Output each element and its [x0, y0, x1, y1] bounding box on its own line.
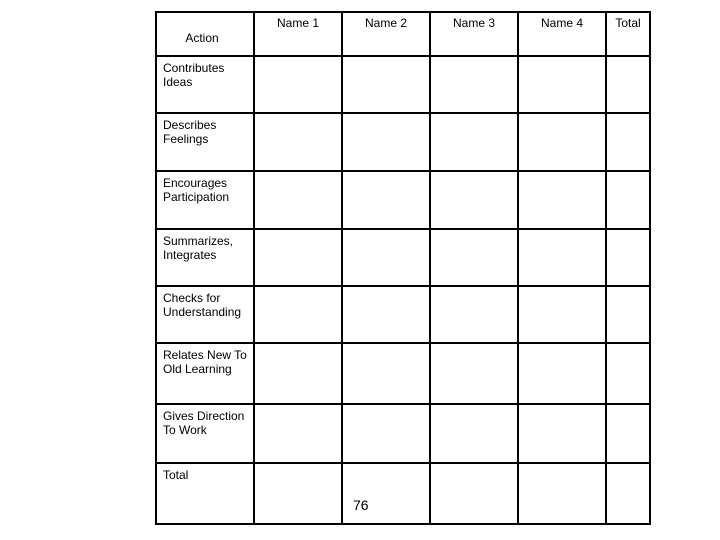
table-row	[156, 229, 650, 286]
score-cell[interactable]	[254, 113, 342, 171]
header-name-3: Name 3	[430, 12, 518, 56]
table-row	[156, 56, 650, 113]
evaluation-grid	[155, 11, 651, 525]
score-cell[interactable]	[254, 286, 342, 343]
row-label	[156, 404, 254, 463]
row-label-line: Summarizes,	[163, 234, 234, 248]
score-cell[interactable]	[518, 229, 606, 286]
score-cell[interactable]	[342, 463, 430, 524]
row-label-line: Checks for	[163, 291, 221, 305]
header-name-1: Name 1	[254, 12, 342, 56]
row-label-line: Feelings	[163, 132, 209, 146]
header-row	[156, 12, 650, 56]
row-label-line: Gives Direction	[163, 409, 245, 423]
score-cell[interactable]	[518, 56, 606, 113]
row-label	[156, 343, 254, 404]
total-cell[interactable]	[606, 463, 650, 524]
row-label	[156, 286, 254, 343]
total-row	[156, 463, 650, 524]
table-row	[156, 113, 650, 171]
row-label-line: Encourages	[163, 176, 228, 190]
row-label	[156, 229, 254, 286]
score-cell[interactable]	[342, 113, 430, 171]
row-label-line: Describes	[163, 118, 217, 132]
row-label	[156, 171, 254, 229]
row-label-line: Relates New To	[163, 348, 247, 362]
table-row	[156, 171, 650, 229]
table-row	[156, 404, 650, 463]
page-number: 76	[353, 497, 369, 513]
row-label	[156, 56, 254, 113]
score-cell[interactable]	[342, 404, 430, 463]
score-cell[interactable]	[430, 463, 518, 524]
score-cell[interactable]	[518, 286, 606, 343]
total-cell[interactable]	[606, 56, 650, 113]
total-row-label: Total	[156, 463, 254, 524]
header-name-2: Name 2	[342, 12, 430, 56]
row-label-line: To Work	[163, 423, 207, 437]
total-cell[interactable]	[606, 343, 650, 404]
score-cell[interactable]	[342, 229, 430, 286]
total-cell[interactable]	[606, 229, 650, 286]
score-cell[interactable]	[342, 286, 430, 343]
score-cell[interactable]	[518, 171, 606, 229]
score-cell[interactable]	[518, 113, 606, 171]
total-cell[interactable]	[606, 171, 650, 229]
row-label-line: Integrates	[163, 248, 217, 262]
row-label-line: Understanding	[163, 305, 242, 319]
score-cell[interactable]	[430, 113, 518, 171]
header-name-4: Name 4	[518, 12, 606, 56]
row-label	[156, 113, 254, 171]
table-row	[156, 343, 650, 404]
header-action-label: Action	[185, 31, 219, 45]
score-cell[interactable]	[254, 171, 342, 229]
score-cell[interactable]	[254, 404, 342, 463]
row-label-line: Old Learning	[163, 362, 232, 376]
score-cell[interactable]	[430, 343, 518, 404]
row-label-line: Participation	[163, 190, 230, 204]
score-cell[interactable]	[254, 463, 342, 524]
score-cell[interactable]	[254, 229, 342, 286]
header-action	[156, 12, 254, 56]
score-cell[interactable]	[430, 404, 518, 463]
score-cell[interactable]	[254, 343, 342, 404]
score-cell[interactable]	[342, 56, 430, 113]
row-label-line: Ideas	[163, 75, 193, 89]
score-cell[interactable]	[430, 229, 518, 286]
total-cell[interactable]	[606, 113, 650, 171]
score-cell[interactable]	[518, 343, 606, 404]
score-cell[interactable]	[430, 286, 518, 343]
score-cell[interactable]	[518, 463, 606, 524]
score-cell[interactable]	[518, 404, 606, 463]
score-cell[interactable]	[342, 171, 430, 229]
row-label-line: Contributes	[163, 61, 225, 75]
score-cell[interactable]	[342, 343, 430, 404]
header-total: Total	[606, 12, 650, 56]
table-row	[156, 286, 650, 343]
score-cell[interactable]	[254, 56, 342, 113]
total-cell[interactable]	[606, 286, 650, 343]
score-cell[interactable]	[430, 56, 518, 113]
total-cell[interactable]	[606, 404, 650, 463]
score-cell[interactable]	[430, 171, 518, 229]
